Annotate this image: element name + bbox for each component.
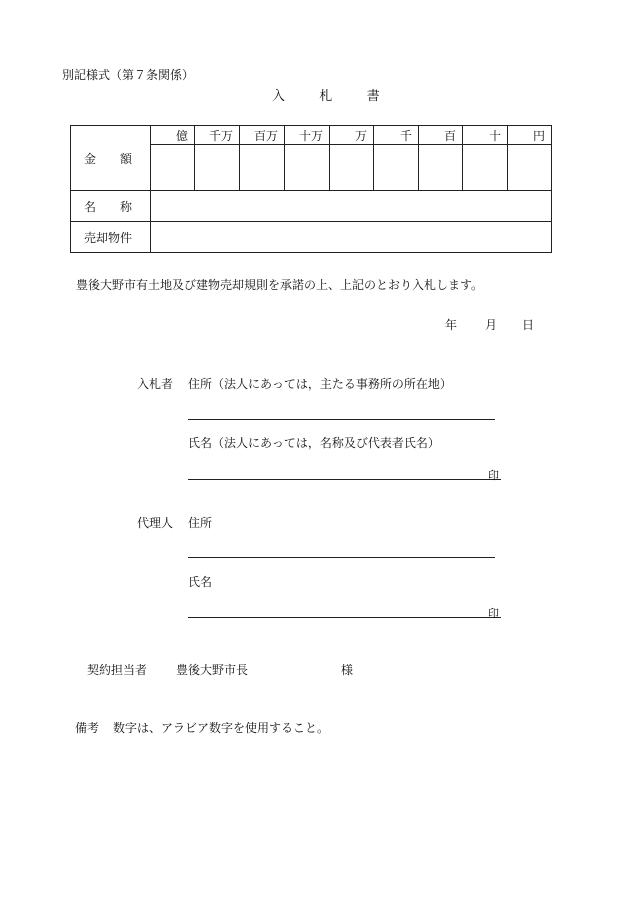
title-char-1: 入 [272,89,286,104]
digit-header-hyakuman: 百万 [240,126,285,145]
amount-digit-cell[interactable] [508,145,552,191]
digit-header-en: 円 [508,126,552,145]
amount-digit-cell[interactable] [419,145,463,191]
name-label: 名 称 [71,191,151,222]
digit-header-man: 万 [330,126,374,145]
amount-digit-cell[interactable] [151,145,195,191]
digit-header-oku: 億 [151,126,195,145]
note-text: 数字は、アラビア数字を使用すること。 [113,721,330,735]
bidder-address-line[interactable] [188,419,495,420]
title-char-2: 札 [319,89,333,104]
amount-digit-cell[interactable] [195,145,240,191]
agent-seal-mark: 印 [488,607,499,620]
bidder-address-label: 住所（法人にあっては，主たる事務所の所在地） [188,377,452,391]
form-reference: 別記様式（第７条関係） [62,68,195,82]
amount-digit-cell[interactable] [463,145,508,191]
contract-honorific: 様 [341,663,354,677]
digit-header-senman: 千万 [195,126,240,145]
date-day-label: 日 [522,318,535,332]
agent-name-label: 氏名 [188,575,213,589]
bidder-label: 入札者 [137,377,174,391]
property-field[interactable] [151,222,552,253]
document-title [272,90,380,103]
contract-officer-name: 豊後大野市長 [176,663,249,677]
name-field[interactable] [151,191,552,222]
amount-digit-cell[interactable] [285,145,330,191]
digit-header-ju: 十 [463,126,508,145]
property-label: 売却物件 [71,222,151,253]
bidder-seal-mark: 印 [488,469,499,482]
bid-table [70,125,552,253]
agent-address-line[interactable] [188,557,495,558]
digit-header-hyaku: 百 [419,126,463,145]
date-year-label: 年 [445,318,458,332]
note-label: 備考 [75,721,100,735]
agent-address-label: 住所 [188,516,213,530]
amount-digit-cell[interactable] [240,145,285,191]
amount-digit-cell[interactable] [374,145,419,191]
contract-officer-label: 契約担当者 [87,663,148,677]
bidder-name-label: 氏名（法人にあっては，名称及び代表者氏名） [188,436,440,450]
statement-text: 豊後大野市有土地及び建物売却規則を承諾の上、上記のとおり入札します。 [76,278,484,292]
agent-name-line[interactable] [188,617,501,618]
agent-label: 代理人 [137,516,174,530]
digit-header-juman: 十万 [285,126,330,145]
amount-label: 金 額 [71,126,151,191]
date-month-label: 月 [485,318,498,332]
amount-digit-cell[interactable] [330,145,374,191]
title-char-3: 書 [366,89,380,104]
digit-header-sen: 千 [374,126,419,145]
bidder-name-line[interactable] [188,479,501,480]
